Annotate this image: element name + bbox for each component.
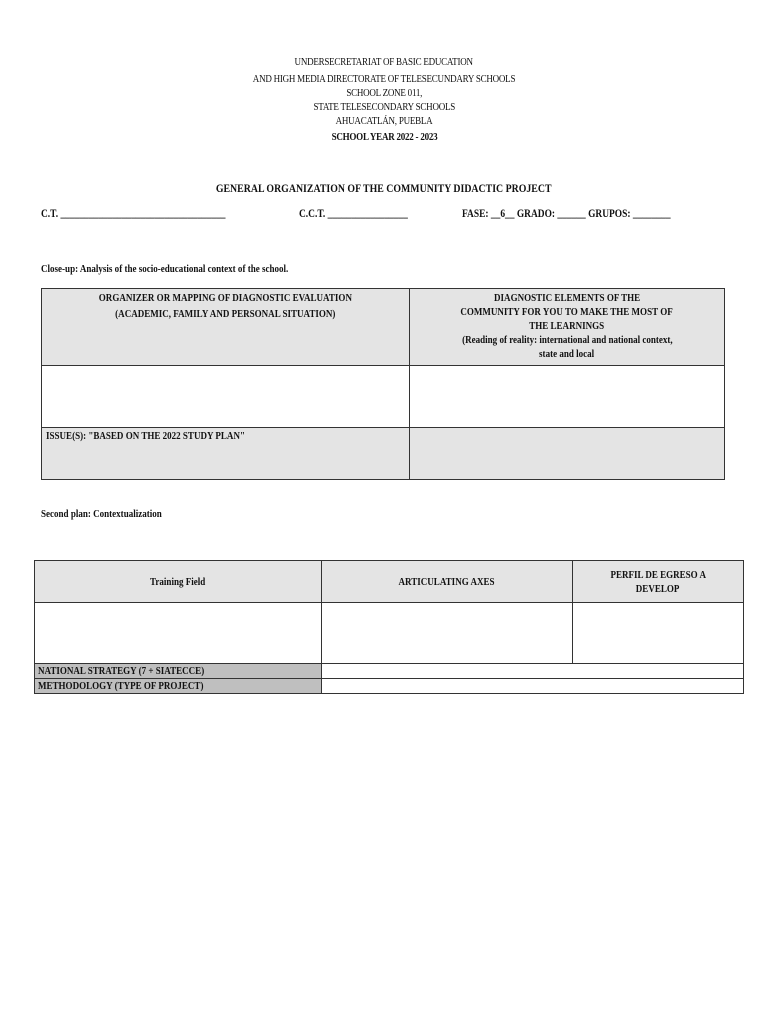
cct-field: C.C.T. _________________ <box>299 208 408 220</box>
perfil-egreso-header: PERFIL DE EGRESO A DEVELOP <box>573 561 744 603</box>
fase-grado-grupos-field: FASE: __6__ GRADO: ______ GRUPOS: ________ <box>462 208 671 220</box>
closeup-label: Close-up: Analysis of the socio-educational context of the school. <box>41 263 289 275</box>
training-field-cell[interactable] <box>35 603 322 664</box>
community-elements-header: DIAGNOSTIC ELEMENTS OF THE COMMUNITY FOR YOU TO MAKE THE MOST OF THE LEARNINGS (Reading of reality: international and national context, state and local <box>410 289 725 366</box>
diagnostic-evaluation-cell[interactable] <box>42 366 410 428</box>
diagnostic-evaluation-header: ORGANIZER OR MAPPING OF DIAGNOSTIC EVALUATION (ACADEMIC, FAMILY AND PERSONAL SITUATION) <box>42 289 410 366</box>
national-strategy-label: NATIONAL STRATEGY (7 + SIATECCE) <box>35 664 322 679</box>
issues-label-cell: ISSUE(S): "BASED ON THE 2022 STUDY PLAN" <box>42 428 410 480</box>
methodology-value[interactable] <box>322 679 744 694</box>
articulating-axes-cell[interactable] <box>322 603 573 664</box>
header-school-year: SCHOOL YEAR 2022 - 2023 <box>331 131 437 143</box>
issues-value-cell[interactable] <box>410 428 725 480</box>
community-elements-cell[interactable] <box>410 366 725 428</box>
ct-field: C.T. ___________________________________ <box>41 208 226 220</box>
header-line-4: STATE TELESECONDARY SCHOOLS <box>313 101 455 113</box>
perfil-egreso-cell[interactable] <box>573 603 744 664</box>
diagnostic-table <box>41 288 725 480</box>
articulating-axes-header: ARTICULATING AXES <box>322 561 573 603</box>
header-line-2: AND HIGH MEDIA DIRECTORATE OF TELESECUNDARY SCHOOLS <box>252 73 516 85</box>
methodology-label: METHODOLOGY (TYPE OF PROJECT) <box>35 679 322 694</box>
second-plan-label: Second plan: Contextualization <box>41 508 162 520</box>
national-strategy-value[interactable] <box>322 664 744 679</box>
contextualization-table <box>34 560 744 694</box>
header-line-3: SCHOOL ZONE 011, <box>346 87 422 99</box>
header-line-1: UNDERSECRETARIAT OF BASIC EDUCATION <box>294 56 474 68</box>
training-field-header: Training Field <box>35 561 322 603</box>
document-title: GENERAL ORGANIZATION OF THE COMMUNITY DIDACTIC PROJECT <box>216 181 552 195</box>
header-line-5: AHUACATLÁN, PUEBLA <box>335 115 433 127</box>
